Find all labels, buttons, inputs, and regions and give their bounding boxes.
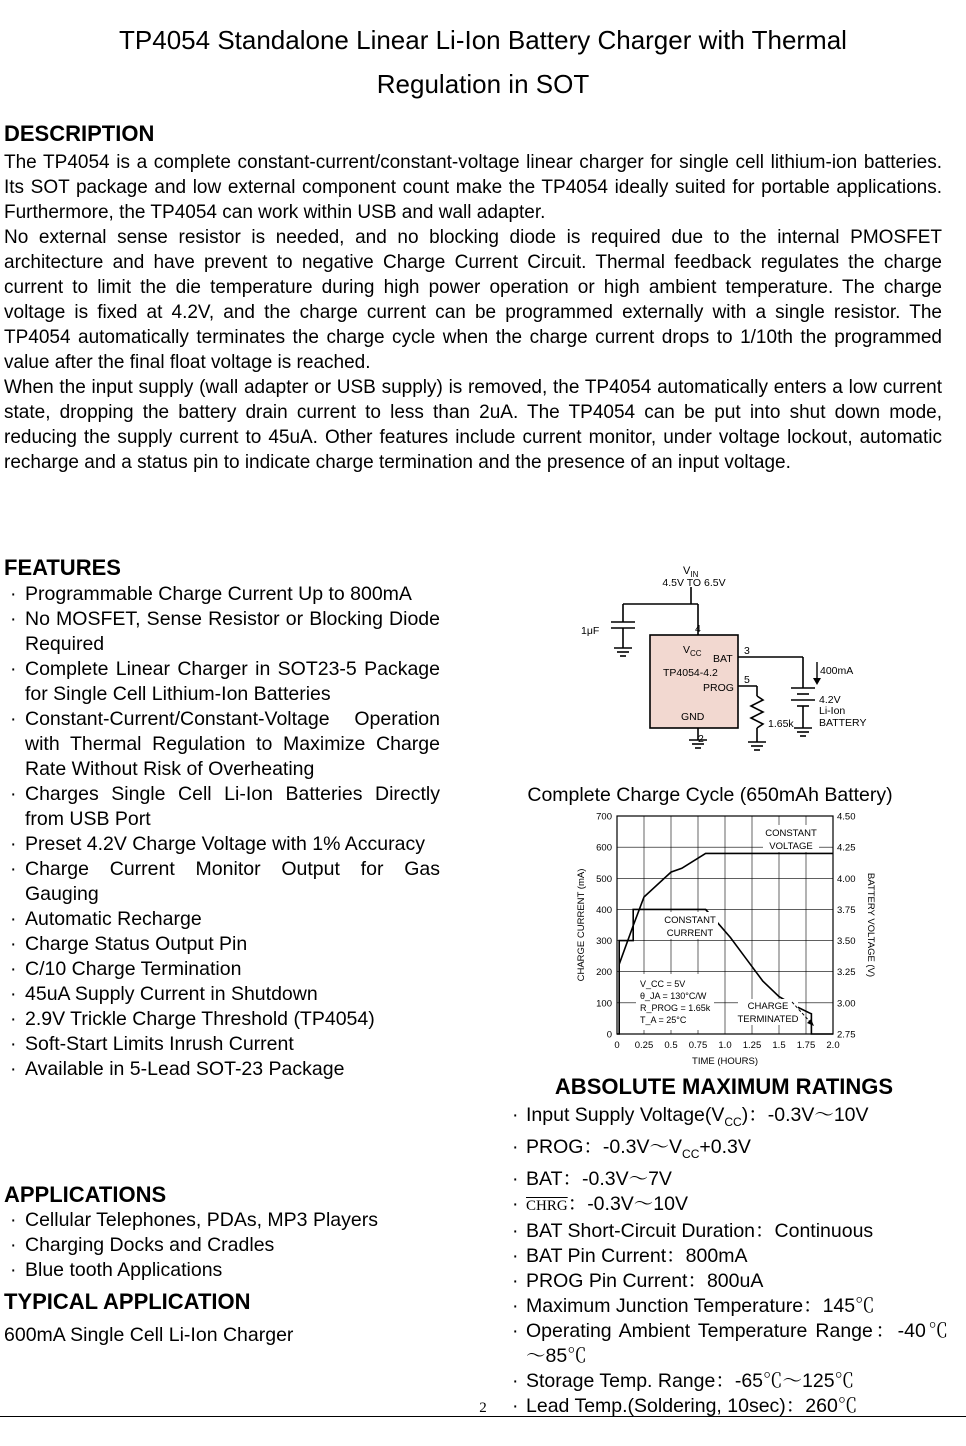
description-paragraph-1: The TP4054 is a complete constant-current/constant-voltage linear charger for single cell lithium-ion batteries. Its SOT package and low external component count make the TP4054 ideally suited for portable applications. Furthermore, the TP4054 can work within USB and wall adapter. — [4, 152, 942, 223]
rating-text: +0.3V — [699, 1135, 751, 1158]
y2-tick-label: 3.00 — [837, 998, 856, 1010]
y2-tick-label: 2.75 — [837, 1029, 856, 1041]
rating-item — [508, 1167, 948, 1192]
feature-item: · Complete Linear Charger in SOT23-5 Package for Single Cell Lithium-Ion Batteries — [4, 657, 440, 707]
feature-item: · Charge Current Monitor Output for Gas Gauging — [4, 857, 440, 907]
bat-pin-label: BAT — [713, 653, 733, 665]
vin-range-label: 4.5V TO 6.5V — [662, 577, 726, 589]
pin-2-label: 2 — [698, 733, 704, 745]
y2-axis-title: BATTERY VOLTAGE (V) — [865, 872, 876, 978]
charge-terminated-label: TERMINATED — [737, 1014, 799, 1025]
y-tick-label: 300 — [596, 936, 612, 948]
feature-item: · Charge Status Output Pin — [4, 932, 440, 957]
feature-item: · Constant-Current/Constant-Voltage Operation with Thermal Regulation to Maximize Charge Rate Without Risk of Overheating — [4, 707, 440, 782]
prog-resistor — [751, 696, 763, 728]
feature-item: · 45uA Supply Current in Shutdown — [4, 982, 440, 1007]
feature-item: · No MOSFET, Sense Resistor or Blocking Diode Required — [4, 607, 440, 657]
y2-tick-label: 4.50 — [837, 811, 856, 823]
pin-3-label: 3 — [744, 645, 750, 657]
charge-terminated-label: CHARGE — [747, 1001, 789, 1012]
description-heading: DESCRIPTION — [4, 121, 155, 146]
y-tick-label: 100 — [596, 998, 612, 1010]
x-tick-label: 1.0 — [718, 1040, 732, 1051]
feature-item: · C/10 Charge Termination — [4, 957, 440, 982]
application-item: · Blue tooth Applications — [4, 1258, 440, 1283]
charge-current-label: 400mA — [820, 665, 854, 677]
charge-cycle-chart — [570, 806, 890, 1072]
rating-item — [508, 1135, 948, 1167]
capacitor-label: 1μF — [581, 625, 600, 637]
battery-type-label: Li-Ion — [819, 705, 846, 717]
y-tick-label: 200 — [596, 967, 612, 979]
description-body — [4, 150, 942, 475]
y-tick-label: 0 — [606, 1029, 612, 1041]
chrg-pin-name: CHRG — [526, 1197, 568, 1214]
y-tick-label: 500 — [596, 873, 612, 885]
x-tick-label: 0 — [614, 1040, 620, 1051]
battery-voltage-label: 4.2V — [819, 694, 841, 706]
x-tick-label: 1.25 — [742, 1040, 762, 1051]
constant-current-label: CURRENT — [666, 928, 714, 939]
chip-name-label: TP4054-4.2 — [663, 667, 718, 679]
rating-item — [508, 1192, 948, 1219]
condition-ta: T_A = 25°C — [640, 1015, 687, 1025]
ratings-list — [508, 1103, 948, 1419]
y2-tick-label: 3.75 — [837, 904, 856, 916]
current-arrow-head — [813, 678, 821, 685]
circuit-diagram — [575, 560, 875, 755]
feature-item: · Automatic Recharge — [4, 907, 440, 932]
battery-label: BATTERY — [819, 717, 867, 729]
x-axis-title: TIME (HOURS) — [692, 1056, 758, 1067]
feature-item: · Programmable Charge Current Up to 800mA — [4, 582, 440, 607]
constant-voltage-label: CONSTANT — [765, 828, 817, 839]
rating-subscript: CC — [682, 1146, 700, 1161]
pin-4-label: 4 — [695, 623, 701, 635]
prog-pin-label: PROG — [703, 682, 734, 694]
feature-item: · Soft-Start Limits Inrush Current — [4, 1032, 440, 1057]
rating-item: · BAT Pin Current：800mA — [508, 1244, 948, 1269]
footer-rule — [0, 1416, 966, 1417]
x-tick-label: 0.5 — [664, 1040, 678, 1051]
description-paragraph-3: When the input supply (wall adapter or USB supply) is removed, the TP4054 automatically enters a low current state, dropping the battery drain current to less than 2uA. The TP4054 can be put into shut down mode, reducing the supply current to 45uA. Other features include current monitor, under voltage lockout, automatic recharge and a status pin to indicate charge termination and the presence of an input voltage. — [4, 377, 942, 473]
condition-rprog: R_PROG = 1.65k — [640, 1003, 711, 1013]
page-title-line-1: TP4054 Standalone Linear Li-Ion Battery Charger with Thermal — [119, 25, 847, 55]
vcc-pin-label: $V_{CC}$ — [683, 644, 702, 658]
rating-text: BAT：-0.3V～7V — [526, 1167, 672, 1190]
x-tick-label: 0.75 — [688, 1040, 708, 1051]
x-tick-label: 0.25 — [634, 1040, 654, 1051]
rating-text: Input Supply Voltage(V — [526, 1104, 725, 1126]
condition-theta-ja: θ_JA = 130°C/W — [640, 991, 707, 1001]
rating-text: PROG：-0.3V～V — [526, 1135, 683, 1158]
chart-title: Complete Charge Cycle (650mAh Battery) — [527, 784, 893, 806]
y2-tick-label: 4.25 — [837, 842, 856, 854]
rating-item: · BAT Short-Circuit Duration：Continuous — [508, 1219, 948, 1244]
y2-tick-label: 3.25 — [837, 967, 856, 979]
y2-tick-label: 4.00 — [837, 873, 856, 885]
y-tick-label: 700 — [596, 811, 612, 823]
typical-application-heading: TYPICAL APPLICATION — [4, 1289, 251, 1314]
termination-arrow-head — [807, 1019, 814, 1026]
resistor-label: 1.65k — [768, 718, 794, 730]
vin-label: $V_{IN}$ — [683, 565, 699, 579]
application-item: · Charging Docks and Cradles — [4, 1233, 440, 1258]
feature-item: · Charges Single Cell Li-Ion Batteries Directly from USB Port — [4, 782, 440, 832]
features-list — [4, 582, 440, 1082]
constant-voltage-label: VOLTAGE — [769, 841, 813, 852]
rating-text: ：-0.3V～10V — [567, 1192, 688, 1215]
typical-application-caption: 600mA Single Cell Li-Ion Charger — [4, 1324, 294, 1346]
rating-item: · Lead Temp.(Soldering, 10sec)：260℃ — [508, 1394, 948, 1419]
ratings-heading: ABSOLUTE MAXIMUM RATINGS — [554, 1074, 894, 1099]
condition-vcc: V_CC = 5V — [640, 979, 686, 989]
feature-item: · Preset 4.2V Charge Voltage with 1% Accuracy — [4, 832, 440, 857]
applications-list — [4, 1208, 440, 1283]
application-item: · Cellular Telephones, PDAs, MP3 Players — [4, 1208, 440, 1233]
feature-item: · 2.9V Trickle Charge Threshold (TP4054) — [4, 1007, 440, 1032]
rating-item: · Operating Ambient Temperature Range：-40℃～85℃ — [508, 1319, 948, 1369]
applications-heading: APPLICATIONS — [4, 1182, 167, 1207]
rating-item — [508, 1103, 948, 1135]
y-axis-title: CHARGE CURRENT (mA) — [576, 868, 587, 982]
x-tick-label: 1.75 — [796, 1040, 816, 1051]
rating-text: )：-0.3V～10V — [741, 1104, 869, 1126]
y-tick-label: 600 — [596, 842, 612, 854]
x-tick-label: 2.0 — [826, 1040, 840, 1051]
constant-current-label: CONSTANT — [664, 915, 716, 926]
page-number: 2 — [479, 1400, 487, 1416]
rating-item: · PROG Pin Current：800uA — [508, 1269, 948, 1294]
rating-subscript: CC — [724, 1114, 742, 1129]
pin-5-label: 5 — [744, 674, 750, 686]
features-heading: FEATURES — [4, 555, 121, 580]
feature-item: · Available in 5-Lead SOT-23 Package — [4, 1057, 440, 1082]
description-paragraph-2: No external sense resistor is needed, and no blocking diode is required due to the internal PMOSFET architecture and have prevent to negative Charge Current Circuit. Thermal feedback regulates the charge current to limit the die temperature during high power operation or high ambient temperature. The charge voltage is fixed at 4.2V, and the charge current can be programmed externally with a single resistor. The TP4054 automatically terminates the charge cycle when the charge current drops to 1/10th the programmed value after the final float voltage is reached. — [4, 227, 942, 373]
rating-item: · Storage Temp. Range：-65℃～125℃ — [508, 1369, 948, 1394]
x-tick-label: 1.5 — [772, 1040, 786, 1051]
y-tick-label: 400 — [596, 904, 612, 916]
page-title-line-2: Regulation in SOT — [376, 69, 590, 99]
gnd-pin-label: GND — [681, 711, 705, 723]
y2-tick-label: 3.50 — [837, 936, 856, 948]
rating-item: · Maximum Junction Temperature：145℃ — [508, 1294, 948, 1319]
